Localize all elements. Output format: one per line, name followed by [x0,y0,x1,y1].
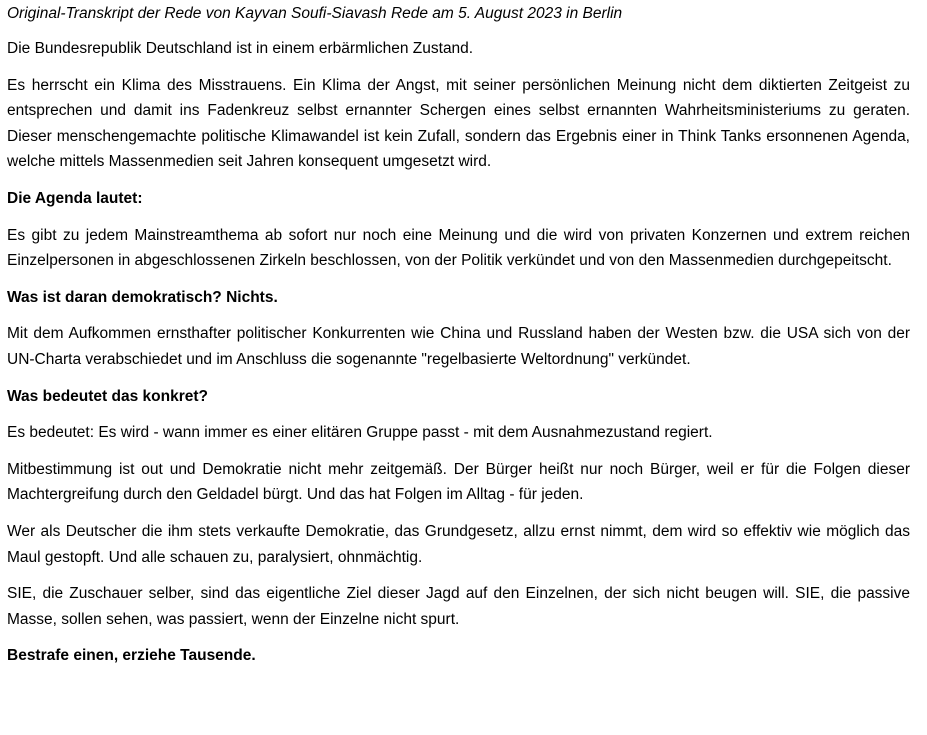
paragraph: Die Bundesrepublik Deutschland ist in einem erbärmlichen Zustand. [7,40,474,57]
paragraph: Es gibt zu jedem Mainstreamthema ab sofort nur noch eine Meinung und die wird von privaten Konzernen und extrem reichen Einzelpersonen in abgeschlossenen Zirkeln beschlossen, von der Politik verkündet und von den Massenmedien durchgepeitscht. [7,226,910,270]
paragraph: Mitbestimmung ist out und Demokratie nicht mehr zeitgemäß. Der Bürger heißt nur noch Bürger, weil er für die Folgen dieser Machtergreifung durch den Geldadel bürgt. Und das hat Folgen im Alltag - für jeden. [7,460,910,504]
paragraph: Wer als Deutscher die ihm stets verkaufte Demokratie, das Grundgesetz, allzu ernst nimmt, dem wird so effektiv wie möglich das Maul gestopft. Und alle schauen zu, paralysiert, ohnmächtig. [7,522,910,566]
section-heading: Die Agenda lautet: [7,189,143,207]
paragraph: SIE, die Zuschauer selber, sind das eigentliche Ziel dieser Jagd auf den Einzelnen, der sich nicht beugen will. SIE, die passive Masse, sollen sehen, was passiert, wenn der Einzelne nicht spurt. [7,585,910,628]
paragraph: Es bedeutet: Es wird - wann immer es einer elitären Gruppe passt - mit dem Ausnahmezustand regiert. [7,424,713,442]
section-heading: Bestrafe einen, erziehe Tausende. [7,647,256,665]
document-title: Original-Transkript der Rede von Kayvan Soufi-Siavash Rede am 5. August 2023 in Berlin [7,5,623,22]
paragraph: Mit dem Aufkommen ernsthafter politischer Konkurrenten wie China und Russland haben der Westen bzw. die USA sich von der UN-Charta verabschiedet und im Anschluss die sogenannte "regelbasierte Weltordnung" verkündet. [7,325,910,368]
section-heading: Was ist daran demokratisch? Nichts. [7,288,278,306]
paragraph: Es herrscht ein Klima des Misstrauens. Ein Klima der Angst, mit seiner persönlichen Meinung nicht dem diktierten Zeitgeist zu entsprechen und damit ins Fadenkreuz selbst ernannter Schergen eines selbst ernannten Wahrheitsministeriums zu geraten. Dieser menschengemachte politische Klimawandel ist kein Zufall, sondern das Ergebnis einer in Think Tanks ersonnenen Agenda, welche mittels Massenmedien seit Jahren konsequent umgesetzt wird. [7,76,910,171]
section-heading: Was bedeutet das konkret? [7,387,208,405]
paragraph-list [7,36,910,669]
